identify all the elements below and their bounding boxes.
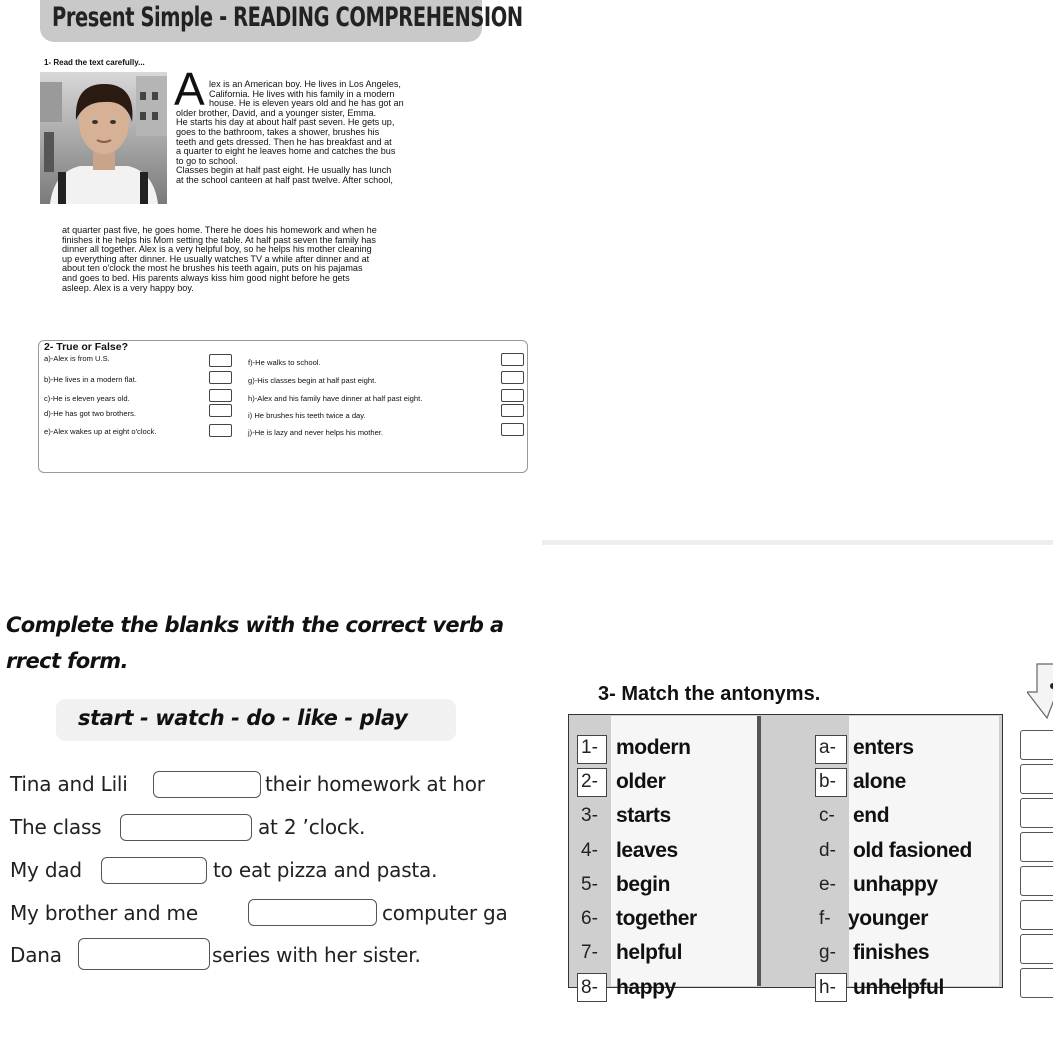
blank-input[interactable] (153, 771, 261, 798)
tf-statement: g)-His classes begin at half past eight. (248, 376, 377, 385)
match-word-left: begin (616, 873, 670, 896)
match-word-left: starts (616, 804, 671, 827)
match-letter: h- (819, 977, 836, 998)
match-answer-box[interactable] (1020, 832, 1053, 862)
reading-text-top (176, 80, 404, 186)
sentence-before: My brother and me (10, 901, 198, 925)
match-word-left: leaves (616, 839, 678, 862)
match-number: 4- (581, 840, 598, 861)
reading-line: California. He lives with his family in a modern (209, 88, 395, 99)
sentence-before: Tina and Lili (10, 772, 128, 796)
down-arrow-icon (1027, 662, 1053, 720)
match-word-left: older (616, 770, 666, 793)
match-letter: e- (819, 874, 836, 895)
match-letter: f- (819, 908, 831, 929)
blank-input[interactable] (248, 899, 377, 926)
match-answer-box[interactable] (1020, 866, 1053, 896)
blank-input[interactable] (120, 814, 252, 841)
tf-statement: a)-Alex is from U.S. (44, 354, 110, 363)
match-number: 1- (581, 737, 598, 758)
match-word-right: end (853, 804, 890, 827)
reading-line: He starts his day at about half past seven. He gets up, (176, 117, 395, 128)
sentence-before: The class (10, 815, 102, 839)
reading-line: goes to the bathroom, takes a shower, brushes his (176, 126, 380, 137)
tf-statement: d)-He has got two brothers. (44, 409, 137, 418)
tf-answer-box[interactable] (209, 424, 232, 437)
tf-answer-box[interactable] (501, 389, 524, 402)
reading-line: a quarter to eight he leaves home and catches the bus (176, 146, 396, 157)
match-answer-box[interactable] (1020, 730, 1053, 760)
match-word-left: modern (616, 736, 691, 759)
match-answer-box[interactable] (1020, 764, 1053, 794)
tf-statement: f)-He walks to school. (248, 358, 321, 367)
blanks-instruction-line2: rrect form. (6, 649, 128, 673)
match-letter: g- (819, 942, 836, 963)
sentence-after: series with her sister. (212, 943, 421, 967)
match-word-right: old fasioned (853, 839, 972, 862)
match-word-right: alone (853, 770, 906, 793)
match-number: 2- (581, 771, 598, 792)
sentence-after: at 2 ’clock. (258, 815, 366, 839)
match-number: 6- (581, 908, 598, 929)
tf-statement: h)-Alex and his family have dinner at half past eight. (248, 394, 423, 403)
reading-line: about ten o'clock the most he brushes his teeth again, puts on his pajamas (62, 263, 363, 274)
match-word-left: helpful (616, 941, 683, 964)
tf-answer-box[interactable] (209, 389, 232, 402)
reading-line: teeth and gets dressed. Then he has breakfast and at (176, 136, 392, 147)
match-number: 8- (581, 977, 598, 998)
sentence-after: to eat pizza and pasta. (213, 858, 438, 882)
tf-statement: j)-He is lazy and never helps his mother. (248, 428, 384, 437)
reading-instruction: 1- Read the text carefully... (44, 58, 145, 67)
match-answer-box[interactable] (1020, 900, 1053, 930)
match-letter: a- (819, 737, 836, 758)
tf-statement: b)-He lives in a modern flat. (44, 375, 137, 384)
true-false-heading: 2- True or False? (44, 341, 129, 353)
match-word-right: unhappy (853, 873, 938, 896)
tf-answer-box[interactable] (209, 354, 232, 367)
tf-statement: e)-Alex wakes up at eight o'clock. (44, 427, 157, 436)
match-number: 3- (581, 805, 598, 826)
sentence-before: My dad (10, 858, 82, 882)
sentence-after: computer ga (382, 901, 508, 925)
match-word-left: happy (616, 976, 676, 999)
match-word-left: together (616, 907, 697, 930)
match-letter: b- (819, 771, 836, 792)
match-letter: d- (819, 840, 836, 861)
sentence-after: their homework at hor (265, 772, 485, 796)
match-word-right: younger (848, 907, 929, 930)
tf-answer-box[interactable] (501, 423, 524, 436)
match-word-right: finishes (853, 941, 930, 964)
match-word-right: enters (853, 736, 914, 759)
match-title: 3- Match the antonyms. (598, 683, 821, 705)
match-word-right: unhelpful (853, 976, 944, 999)
sentence-before: Dana (10, 943, 62, 967)
tf-answer-box[interactable] (501, 371, 524, 384)
boy-photo (40, 72, 167, 204)
match-letter: c- (819, 805, 835, 826)
tf-answer-box[interactable] (209, 404, 232, 417)
reading-line: house. He is eleven years old and he has got an (209, 98, 404, 109)
match-number: 5- (581, 874, 598, 895)
blank-input[interactable] (101, 857, 207, 884)
tf-answer-box[interactable] (501, 353, 524, 366)
reading-line: older brother, David, and a younger sister, Emma. (176, 107, 377, 118)
match-answer-box[interactable] (1020, 798, 1053, 828)
tf-statement: i) He brushes his teeth twice a day. (248, 411, 366, 420)
reading-line: to go to school. (176, 155, 238, 166)
section-divider (542, 540, 1053, 545)
word-bank: start - watch - do - like - play (78, 706, 408, 730)
reading-line: Classes begin at half past eight. He usually has lunch (176, 165, 392, 176)
match-answer-box[interactable] (1020, 968, 1053, 998)
reading-line: up everything after dinner. He usually watches TV a while after dinner and at (62, 253, 370, 264)
reading-text-full (62, 226, 377, 293)
reading-line: lex is an American boy. He lives in Los Angeles, (209, 79, 401, 89)
tf-answer-box[interactable] (501, 404, 524, 417)
reading-line: finishes it he helps his Mom setting the table. At half past seven the family has (62, 234, 376, 245)
reading-line: at quarter past five, he goes home. There he does his homework and when he (62, 225, 377, 235)
blanks-instruction-line1: Complete the blanks with the correct verb a (6, 613, 504, 637)
tf-statement: c)-He is eleven years old. (44, 394, 130, 403)
reading-line: at the school canteen at half past twelve. After school, (176, 174, 393, 185)
reading-line: asleep. Alex is a very happy boy. (62, 282, 194, 293)
blank-input[interactable] (78, 938, 210, 970)
drop-cap: A (174, 63, 205, 115)
match-column-divider (757, 716, 761, 986)
page-title: Present Simple - READING COMPREHENSION (52, 2, 523, 33)
tf-answer-box[interactable] (209, 371, 232, 384)
reading-line: dinner all together. Alex is a very helpful boy, so he helps his mother cleaning (62, 244, 372, 255)
match-answer-box[interactable] (1020, 934, 1053, 964)
match-number: 7- (581, 942, 598, 963)
reading-line: and goes to bed. His parents always kiss him good night before he gets (62, 272, 350, 283)
